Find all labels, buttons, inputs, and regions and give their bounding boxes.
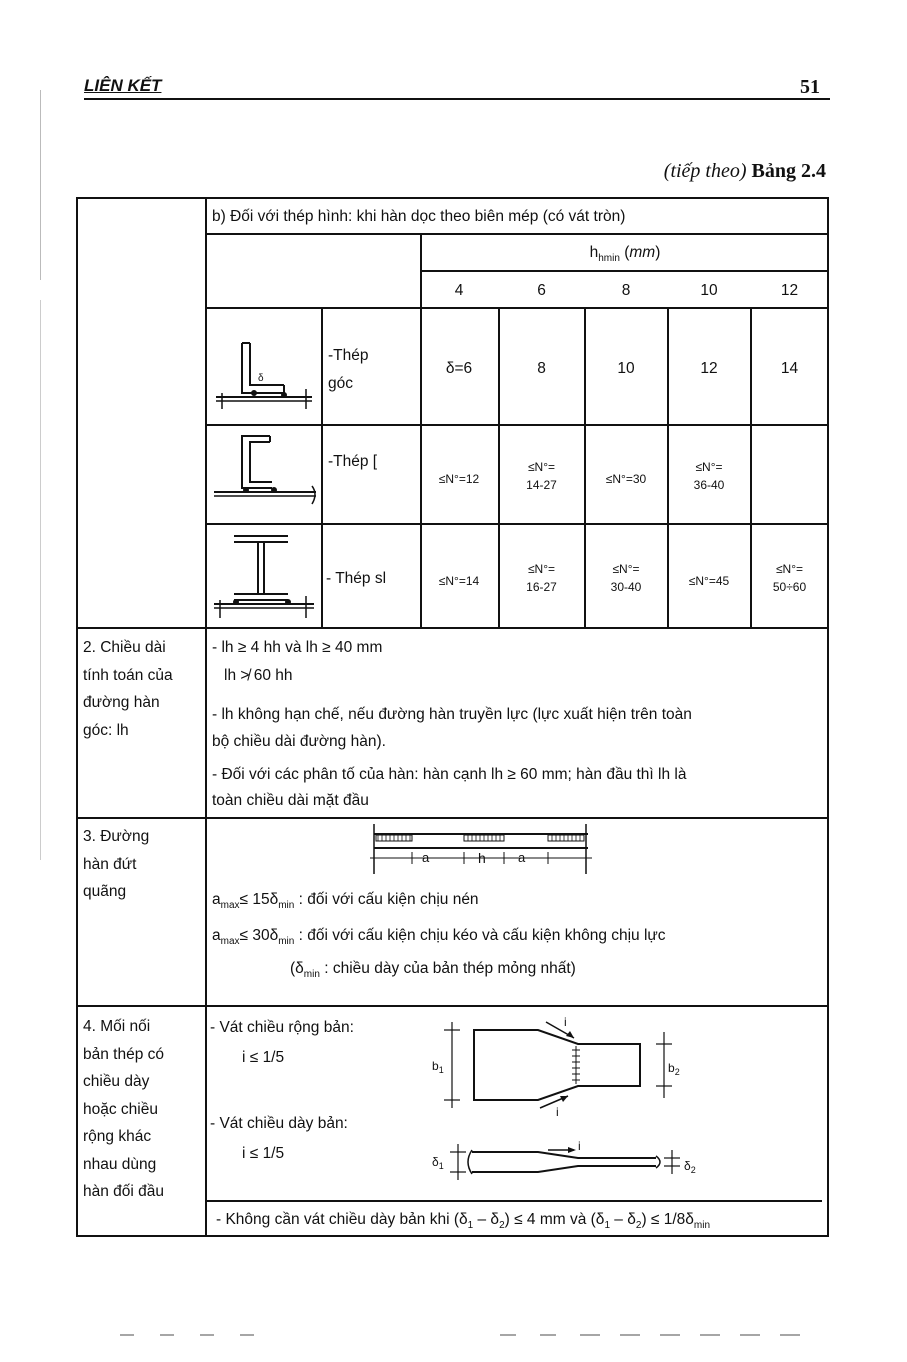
- row3-label: 3. Đường hàn đứt quãng: [83, 828, 150, 900]
- ibeam-val-10: ≤N°=45: [688, 574, 730, 588]
- intermittent-weld-diagram: [366, 822, 596, 878]
- ibeam-val-6: ≤N°= 16-27: [526, 562, 557, 594]
- svg-text:δ2: $\delta_2$: [684, 1159, 696, 1175]
- angle-val-6: 8: [537, 360, 546, 377]
- col-header-8: 8: [621, 282, 631, 299]
- thick-bevel-ratio: i ≤ 1/5: [242, 1145, 285, 1162]
- svg-text:h: h: [478, 850, 486, 866]
- col-header-6: 6: [537, 282, 546, 299]
- angle-val-4: δ=6: [445, 360, 473, 377]
- hmin-header: $h_{hmin}$ (mm): [589, 244, 661, 265]
- svg-text:a: a: [422, 850, 430, 865]
- page-number: 51: [800, 76, 820, 98]
- ibeam-val-8: ≤N°= 30-40: [610, 562, 642, 594]
- row4-footer: - Không cần vát chiều dày bản khi $(\delta_1 - \delta_2) \le 4$ mm và $(\delta_1 - \delta_2) \le 1/8\delta_{min}$: [216, 1211, 711, 1232]
- row2-line-1: - lh ≥ 4 hh và lh ≥ 40 mm: [212, 639, 383, 656]
- scan-edge-dashes: [120, 1330, 820, 1340]
- thick-bevel-text: - Vát chiều dày bản:: [210, 1115, 348, 1132]
- svg-text:δ: δ: [258, 373, 264, 384]
- row2-line-5: - Đối với các phân tố của hàn: hàn cạnh lh ≥ 60 mm; hàn đầu thì lh là: [212, 766, 687, 783]
- row2-line-6: toàn chiều dài mặt đầu: [212, 792, 369, 809]
- angle-val-10: 12: [700, 360, 718, 377]
- section-b-title: b) Đối với thép hình: khi hàn dọc theo biên mép (có vát tròn): [212, 208, 626, 225]
- svg-text:δ1: $\delta_1$: [432, 1155, 444, 1171]
- table-caption: [0, 160, 826, 183]
- angle-steel-label: -Thép góc: [328, 347, 369, 392]
- svg-text:a: a: [518, 850, 526, 865]
- col-header-4: 4: [454, 282, 464, 299]
- width-transition-diagram: [428, 1016, 698, 1116]
- thickness-transition-diagram: [428, 1138, 718, 1188]
- ibeam-val-4: ≤N°=14: [438, 574, 480, 588]
- row3-line-3: ($\delta_{min}$ : chiều dày của bản thép mỏng nhất): [290, 960, 576, 981]
- i-beam-diagram: [212, 530, 316, 622]
- row2-line-4: bộ chiều dài đường hàn).: [212, 733, 386, 750]
- angle-val-12: 14: [780, 360, 799, 377]
- svg-text:i: i: [556, 1105, 559, 1116]
- svg-text:b2: $b_2$: [668, 1061, 680, 1077]
- caption-table-number: Bảng 2.4: [751, 160, 826, 182]
- header-rule: [84, 98, 830, 100]
- svg-text:i: i: [578, 1139, 581, 1153]
- i-beam-label: - Thép sl: [326, 570, 387, 587]
- col-header-12: 12: [780, 282, 799, 299]
- angle-steel-diagram: [214, 335, 314, 415]
- width-bevel-ratio: i ≤ 1/5: [242, 1049, 285, 1066]
- scan-margin-line: [40, 90, 41, 280]
- ibeam-val-12: ≤N°= 50÷60: [772, 562, 807, 594]
- width-bevel-text: - Vát chiều rộng bản:: [210, 1019, 354, 1036]
- channel-val-4: ≤N°=12: [438, 472, 480, 486]
- row3-line-1: $a_{max}\le 15\delta_{min}$ : đối với cấu kiện chịu nén: [212, 891, 479, 912]
- scan-margin-line-2: [40, 300, 41, 860]
- col-header-10: 10: [700, 282, 718, 299]
- row3-line-2: $a_{max}\le 30\delta_{min}$ : đối với cấu kiện chịu kéo và cấu kiện không chịu lực: [212, 927, 666, 948]
- section-header: LIÊN KẾT: [84, 76, 162, 95]
- channel-steel-diagram: [210, 430, 318, 515]
- row4-label: 4. Mối nối bản thép có chiều dày hoặc chiều rộng khác nhau dùng hàn đối đầu: [83, 1018, 165, 1200]
- channel-steel-label: -Thép [: [328, 453, 378, 470]
- svg-text:b1: $b_1$: [432, 1059, 444, 1075]
- angle-val-8: 10: [617, 360, 635, 377]
- caption-continued: (tiếp theo): [663, 160, 747, 182]
- row2-label: 2. Chiều dài tính toán của đường hàn góc: lh: [83, 639, 173, 739]
- channel-val-8: ≤N°=30: [605, 472, 647, 486]
- channel-val-6: ≤N°= 14-27: [526, 460, 557, 492]
- channel-val-10: ≤N°= 36-40: [693, 460, 725, 492]
- svg-text:i: i: [564, 1016, 567, 1029]
- row2-line-2: lh ≯ 60 hh: [224, 667, 293, 684]
- row2-line-3: - lh không hạn chế, nếu đường hàn truyền lực (lực xuất hiện trên toàn: [212, 706, 692, 723]
